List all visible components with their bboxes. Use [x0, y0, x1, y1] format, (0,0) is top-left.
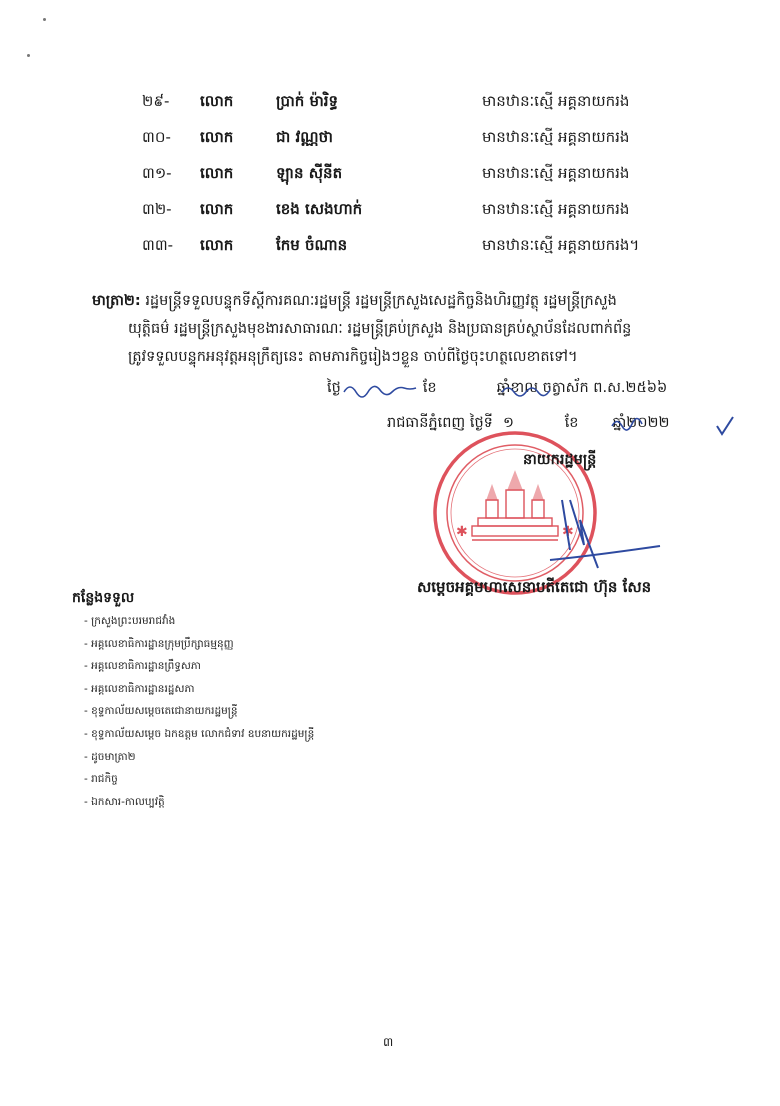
roster-honorific: លោក [200, 200, 234, 218]
roster-honorific: លោក [200, 236, 234, 254]
month-label: ខែ [564, 415, 579, 431]
roster-name: ខេង សេងហាក់ [276, 200, 363, 218]
roster-number: ៣២- [142, 200, 172, 218]
handwritten-lunar-month [500, 378, 560, 400]
list-item: - ខុទ្ទកាល័យសម្តេច ឯកឧត្តម លោកជំទាវ ឧបនាយករដ្ឋមន្ត្រី [84, 723, 314, 746]
roster-rank: មានឋានៈស្មើ អគ្គនាយករង [482, 200, 630, 218]
svg-text:✱: ✱ [562, 524, 574, 540]
roster-honorific: លោក [200, 92, 234, 110]
roster-row [0, 160, 780, 186]
article-2 [92, 287, 732, 371]
roster-row [0, 88, 780, 114]
list-item: - ក្រសួងព្រះបរមរាជវាំង [84, 610, 314, 633]
roster-rank: មានឋានៈស្មើ អគ្គនាយករង [482, 164, 630, 182]
roster-rank: មានឋានៈស្មើ អគ្គនាយករង [482, 92, 630, 110]
place-day-label: រាជធានីភ្នំពេញ ថ្ងៃទី [387, 415, 493, 431]
list-item: - អគ្គលេខាធិការដ្ឋានព្រឹទ្ធសភា [84, 655, 314, 678]
handwritten-lunar-day [340, 378, 420, 400]
list-item: - អគ្គលេខាធិការដ្ឋានរដ្ឋសភា [84, 678, 314, 701]
roster-number: ២៩- [142, 92, 170, 110]
signature-mark [540, 490, 670, 580]
roster-name: ឡុាន ស៊ីនីត [276, 164, 343, 182]
list-item: - អគ្គលេខាធិការដ្ឋានក្រុមប្រឹក្សាធម្មនុញ្ញ [84, 633, 314, 656]
roster-name: ជា វណ្ណថា [276, 128, 333, 146]
roster-name: ប្រាក់ ម៉ារិទ្ធ [276, 92, 339, 110]
list-item: - រាជកិច្ច [84, 768, 314, 791]
roster-row [0, 196, 780, 222]
lunar-month-label: ខែ [422, 380, 437, 396]
article-text-line-2: យុត្តិធម៌ រដ្ឋមន្ត្រីក្រសួងមុខងារសាធារណៈ រដ្ឋមន្ត្រីគ្រប់ក្រសួង និងប្រធានគ្រប់ស្ថាប័នដែលពាក់ព័ន្ធ [128, 321, 632, 337]
check-mark-icon [714, 414, 736, 438]
roster-row [0, 232, 780, 258]
roster-honorific: លោក [200, 128, 234, 146]
list-item: - ខុទ្ទកាល័យសម្តេចតេជោនាយករដ្ឋមន្ត្រី [84, 700, 314, 723]
roster-number: ៣០- [142, 128, 171, 146]
list-item: - ដូចមាត្រា២ [84, 746, 314, 769]
roster-name: កែម ចំណាន [276, 236, 348, 254]
signatory-title: នាយករដ្ឋមន្ត្រី [523, 452, 597, 468]
roster-honorific: លោក [200, 164, 234, 182]
handwritten-month [610, 412, 646, 434]
scan-speck [43, 18, 46, 21]
roster-rank: មានឋានៈស្មើ អគ្គនាយករង។ [482, 236, 640, 254]
page-number: ៣ [383, 1035, 394, 1049]
day-value: ១ [502, 415, 514, 431]
list-item: - ឯកសារ-កាលប្បវត្តិ [84, 791, 314, 814]
article-text-line-3: ត្រូវទទួលបន្ទុកអនុវត្តអនុក្រឹត្យនេះ តាមភារកិច្ចរៀងៗខ្លួន ចាប់ពីថ្ងៃចុះហត្ថលេខាតទៅ។ [128, 349, 578, 365]
signatory-name: សម្តេចអគ្គមហាសេនាបតីតេជោ ហ៊ុន សែន [417, 578, 652, 596]
scan-speck [27, 54, 30, 57]
svg-text:✱: ✱ [456, 524, 468, 540]
article-label: មាត្រា២: [92, 293, 141, 309]
roster-number: ៣៣- [142, 236, 174, 254]
lunar-year: ឆ្នាំខាល ចត្វាស័ក ព.ស.២៥៦៦ [496, 380, 668, 396]
lunar-day-prefix: ថ្ងៃ [327, 380, 341, 396]
year-value: ឆ្នាំ២០២២ [612, 415, 670, 431]
roster-number: ៣១- [142, 164, 172, 182]
roster-row [0, 124, 780, 150]
recipients-heading: កន្លែងទទួល [72, 590, 135, 606]
recipients-list [84, 610, 314, 813]
roster-rank: មានឋានៈស្មើ អគ្គនាយករង [482, 128, 630, 146]
article-text-line-1: រដ្ឋមន្ត្រីទទួលបន្ទុកទីស្តីការគណៈរដ្ឋមន្ត្រី រដ្ឋមន្ត្រីក្រសួងសេដ្ឋកិច្ចនិងហិរញ្ញវត្ថុ រដ្ឋមន្ត្រីក្រសួង [145, 293, 617, 309]
